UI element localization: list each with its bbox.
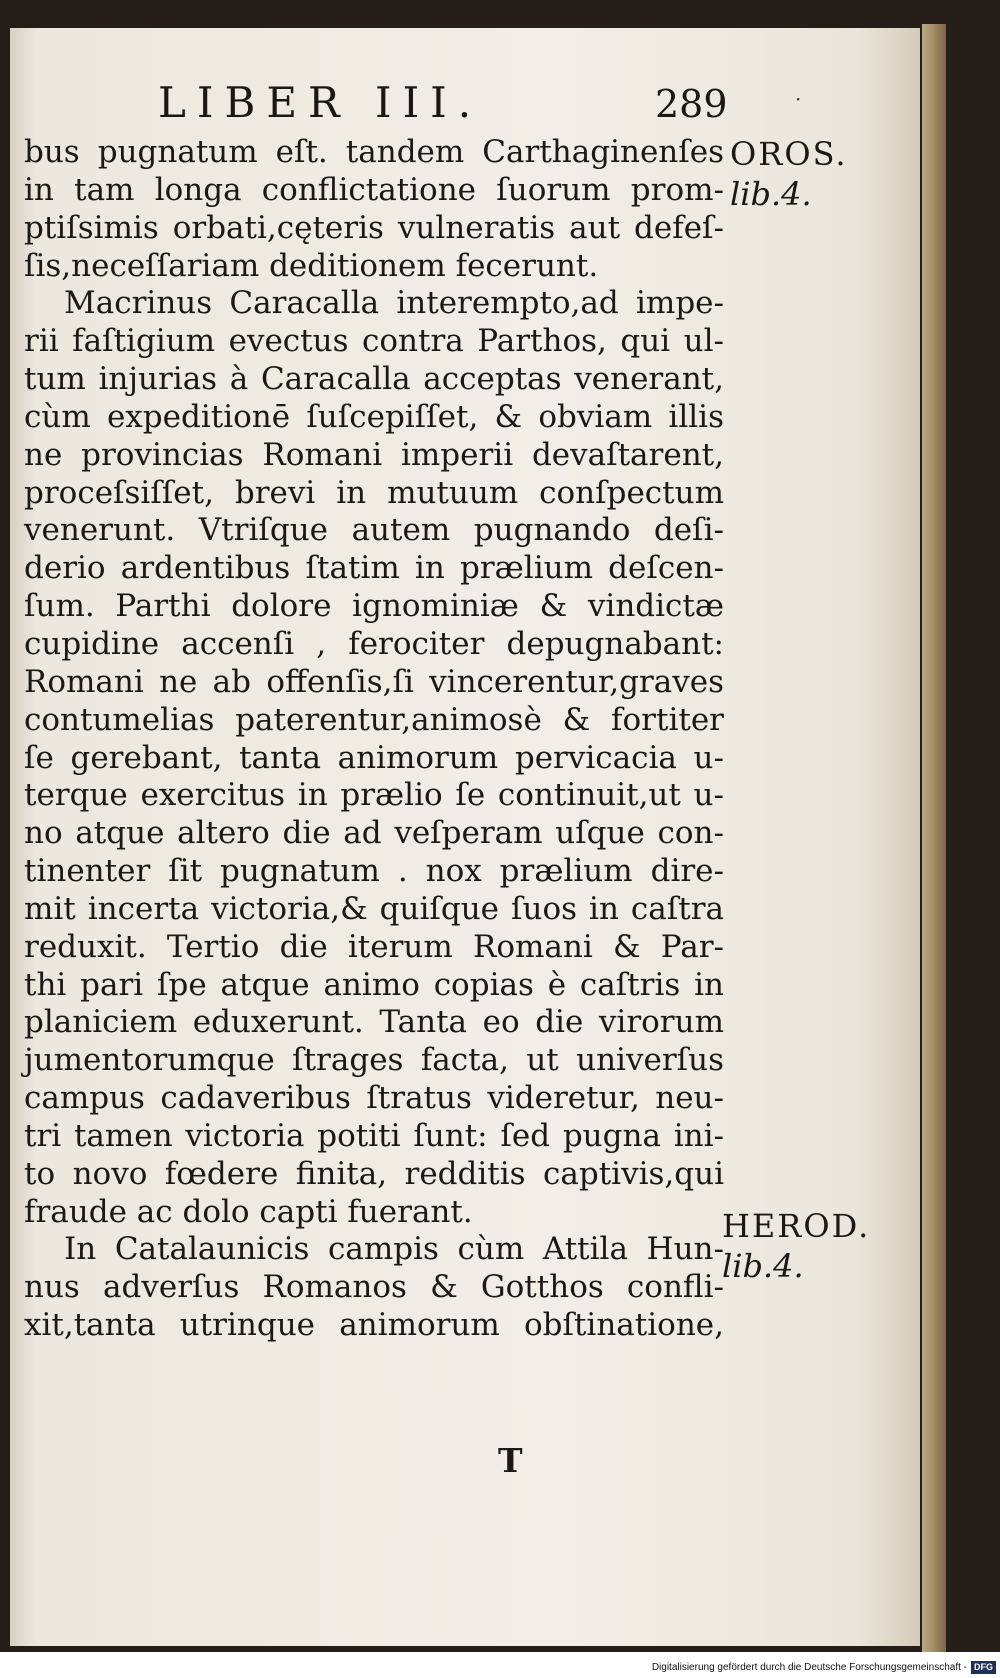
margin-mark: ·: [795, 87, 802, 111]
text-line: ſis,neceſſariam deditionem fecerunt.: [24, 247, 599, 284]
catchword: T: [498, 1441, 523, 1480]
text-line: planiciem eduxerunt. Tanta eo die virorum: [24, 1004, 724, 1041]
text-line: ſum. Parthi dolore ignominiæ & vindictæ: [24, 588, 724, 625]
text-line: mit incerta victoria,& quiſque ſuos in caſtra: [24, 890, 724, 927]
text-line: tri tamen victoria potiti ſunt: ſed pugna ini-: [24, 1117, 724, 1154]
marginal-note-ref: lib.4.: [730, 175, 812, 213]
page-title: LIBER III.: [158, 78, 483, 127]
text-line: ne provincias Romani imperii devaſtarent,: [24, 436, 724, 473]
marginal-note-ref: lib.4.: [722, 1247, 804, 1285]
text-line: campus cadaveribus ſtratus videretur, neu-: [24, 1080, 724, 1117]
text-line: cùm expeditionē ſuſcepiſſet, & obviam illis: [24, 398, 724, 435]
text-line: ſe gerebant, tanta animorum pervicacia u-: [24, 739, 724, 776]
text-line: in tam longa conflictatione ſuorum prom-: [24, 171, 724, 208]
marginal-note-author: HEROD.: [722, 1207, 871, 1245]
book-page: [10, 28, 920, 1646]
marginal-note-oros: [730, 134, 848, 214]
text-line: contumelias paterentur,animosè & fortiter: [24, 701, 724, 738]
digitization-credit: [652, 1659, 996, 1675]
text-line: venerunt. Vtriſque autem pugnando deſi-: [24, 512, 724, 549]
credit-text: Digitalisierung gefördert durch die Deutsche Forschungsgemeinschaft -: [651, 1661, 967, 1673]
dfg-logo: DFG: [971, 1661, 996, 1674]
text-line: tinenter ſit pugnatum . nox prælium dire-: [24, 853, 724, 890]
text-line: bus pugnatum eſt. tandem Carthaginenſes: [24, 134, 724, 170]
text-line: derio ardentibus ſtatim in prælium deſcen-: [24, 550, 724, 587]
text-line: jumentorumque ſtrages facta, ut univerſus: [24, 1042, 724, 1079]
text-line: Macrinus Caracalla interempto,ad impe-: [64, 285, 724, 322]
text-line: In Catalaunicis campis cùm Attila Hun-: [64, 1231, 724, 1268]
page-number: 289: [655, 82, 728, 126]
text-line: to novo fœdere finita, redditis captivis,qui: [24, 1155, 724, 1192]
running-head: [10, 78, 920, 128]
text-line: Romani ne ab offenſis,ſi vincerentur,graves: [24, 663, 724, 700]
text-line: no atque altero die ad veſperam uſque con-: [24, 815, 724, 852]
text-line: cupidine accenſi , ferociter depugnabant:: [24, 625, 724, 662]
text-line: reduxit. Tertio die iterum Romani & Par-: [24, 928, 724, 965]
text-line: rii faſtigium evectus contra Parthos, qui ul-: [24, 323, 724, 360]
text-line: fraude ac dolo capti fuerant.: [24, 1193, 473, 1230]
text-line: nus adverſus Romanos & Gotthos confli-: [24, 1269, 724, 1306]
text-line: xit,tanta utrinque animorum obſtinatione,: [24, 1307, 724, 1344]
text-line: thi pari ſpe atque animo copias è caſtris in: [24, 966, 724, 1003]
marginal-note-author: OROS.: [730, 135, 848, 173]
text-line: ptiſsimis orbati,cęteris vulneratis aut defeſ-: [24, 209, 724, 246]
text-line: terque exercitus in prælio ſe continuit,ut u-: [24, 777, 724, 814]
marginal-note-herod: [722, 1206, 870, 1286]
text-line: proceſsiſſet, brevi in mutuum conſpectum: [24, 474, 724, 511]
text-line: tum injurias à Caracalla acceptas venerant,: [24, 361, 724, 398]
body-text: [24, 134, 724, 1345]
page-edge: [922, 24, 946, 1652]
